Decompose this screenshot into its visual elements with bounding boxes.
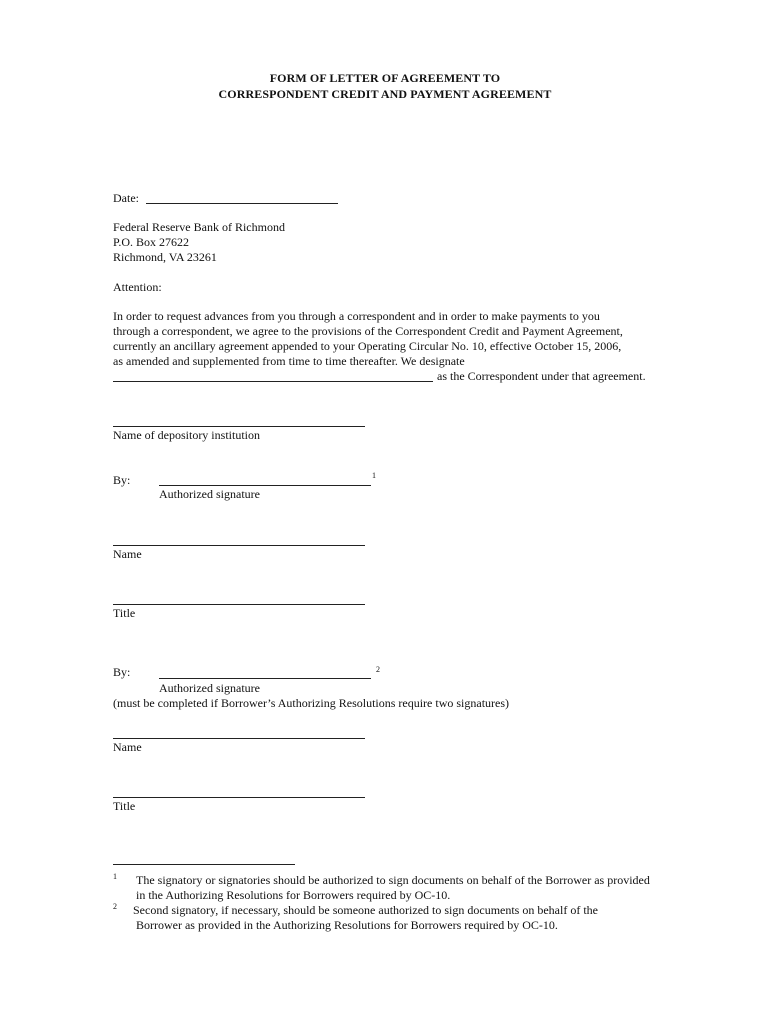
signature-line-1[interactable] (159, 485, 371, 486)
attention-label: Attention: (113, 280, 162, 294)
address-line-2: P.O. Box 27622 (113, 235, 190, 249)
by-label-1: By: (113, 473, 131, 487)
correspondent-name-line[interactable] (113, 381, 433, 382)
authorized-signature-label-2: Authorized signature (159, 681, 260, 695)
authorized-signature-label-1: Authorized signature (159, 487, 260, 501)
body-line-4: as amended and supplemented from time to time thereafter. We designate (113, 354, 465, 368)
footnote-1-line-1: The signatory or signatories should be authorized to sign documents on behalf of the Borrower as provided (136, 873, 650, 887)
name-line-2[interactable] (113, 738, 365, 739)
footnote-2-line-1: Second signatory, if necessary, should be someone authorized to sign documents on behalf of the (133, 903, 598, 917)
title-line-2[interactable] (113, 797, 365, 798)
footnote-2-number: 2 (113, 902, 117, 911)
footnote-2-line-2: Borrower as provided in the Authorizing Resolutions for Borrowers required by OC-10. (136, 918, 558, 932)
footnote-ref-1: 1 (372, 471, 376, 480)
document-title-line-2: CORRESPONDENT CREDIT AND PAYMENT AGREEMENT (218, 87, 552, 101)
body-line-1: In order to request advances from you through a correspondent and in order to make payments to you (113, 309, 600, 323)
title-label-1: Title (113, 606, 136, 620)
date-field-line[interactable] (146, 203, 338, 204)
document-title-line-1: FORM OF LETTER OF AGREEMENT TO (269, 71, 501, 85)
name-label-2: Name (113, 740, 142, 754)
address-line-3: Richmond, VA 23261 (113, 250, 217, 264)
body-line-2: through a correspondent, we agree to the provisions of the Correspondent Credit and Payment Agreement, (113, 324, 623, 338)
title-label-2: Title (113, 799, 136, 813)
date-label: Date: (113, 191, 139, 205)
name-label-1: Name (113, 547, 142, 561)
second-signature-note: (must be completed if Borrower’s Authorizing Resolutions require two signatures) (113, 696, 510, 710)
footnote-separator (113, 864, 295, 865)
address-line-1: Federal Reserve Bank of Richmond (113, 220, 285, 234)
institution-name-line[interactable] (113, 426, 365, 427)
by-label-2: By: (113, 665, 131, 679)
footnote-1-line-2: in the Authorizing Resolutions for Borrowers required by OC-10. (136, 888, 451, 902)
institution-label: Name of depository institution (113, 428, 260, 442)
signature-line-2[interactable] (159, 678, 371, 679)
body-line-3: currently an ancillary agreement appended to your Operating Circular No. 10, effective October 15, 2006, (113, 339, 622, 353)
title-line-1[interactable] (113, 604, 365, 605)
name-line-1[interactable] (113, 545, 365, 546)
footnote-ref-2: 2 (376, 665, 380, 674)
footnote-1-number: 1 (113, 872, 117, 881)
body-line-5-suffix: as the Correspondent under that agreement. (437, 369, 646, 383)
